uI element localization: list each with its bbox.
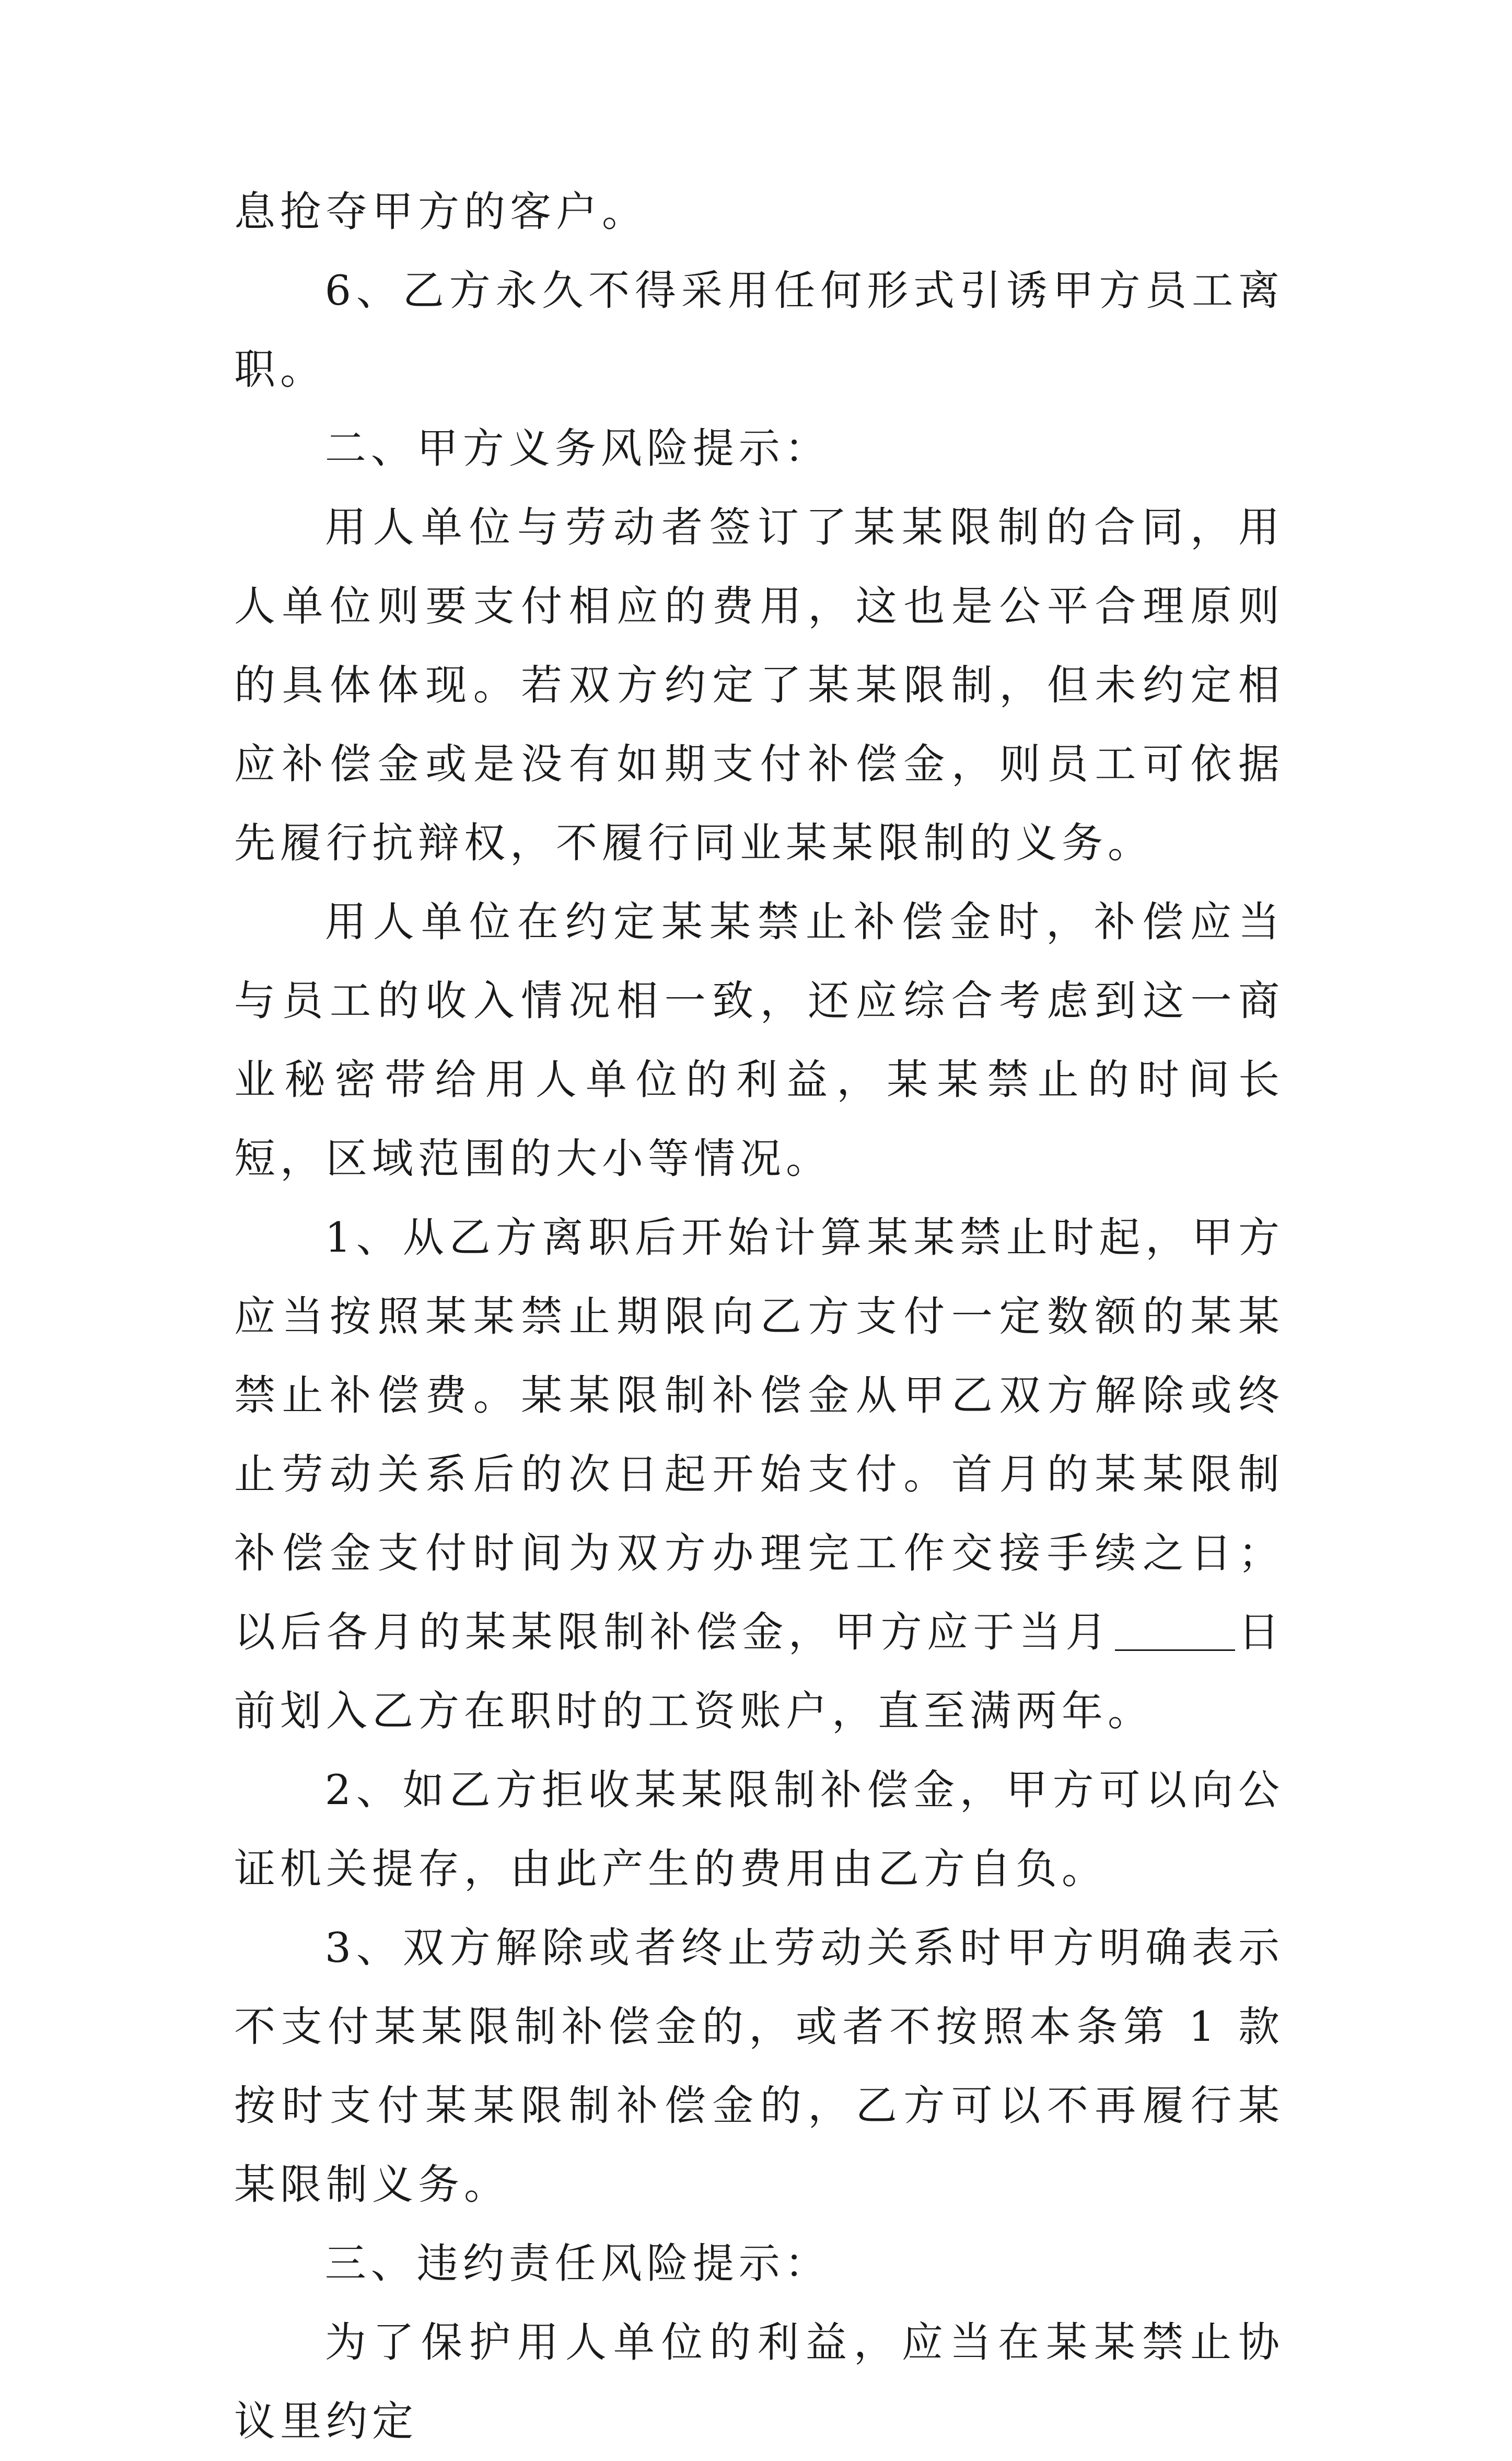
paragraph-compensation: 用人单位在约定某某禁止补偿金时，补偿应当与员工的收入情况相一致，还应综合考虑到这一商业秘密带给用人单位的利益，某某禁止的时间长短，区域范围的大小等情况。	[234, 898, 1284, 1183]
paragraph-contract-fee: 用人单位与劳动者签订了某某限制的合同，用人单位则要支付相应的费用，这也是公平合理原则的具体体现。若双方约定了某某限制，但未约定相应补偿金或是没有如期支付补偿金，则员工可依据先履行抗辩权，不履行同业某某限制的义务。	[234, 503, 1284, 867]
list-item-3: 3、双方解除或者终止劳动关系时甲方明确表示不支付某某限制补偿金的，或者不按照本条第 1 款按时支付某某限制补偿金的，乙方可以不再履行某某限制义务。	[234, 1924, 1284, 2209]
list-item-1	[234, 1198, 1284, 1751]
section-heading-2: 二、甲方义务风险提示：	[324, 424, 831, 472]
list-item-2: 2、如乙方拒收某某限制补偿金，甲方可以向公证机关提存，由此产生的费用由乙方自负。	[234, 1766, 1284, 1893]
list-item-6: 6、乙方永久不得采用任何形式引诱甲方员工离职。	[234, 267, 1284, 394]
paragraph-liability: 为了保护用人单位的利益，应当在某某禁止协议里约定	[234, 2318, 1284, 2445]
list-item-1-text-before: 1、从乙方离职后开始计算某某禁止时起，甲方应当按照某某禁止期限向乙方支付一定数额的某某禁止补偿费。某某限制补偿金从甲乙双方解除或终止劳动关系后的次日起开始支付。首月的某某限制补偿金支付时间为双方办理完工作交接手续之日；以后各月的某某限制补偿金，甲方应于当月	[234, 1214, 1284, 1656]
paragraph-continuation: 息抢夺甲方的客户。	[234, 188, 648, 236]
list-item-1-text-after: 日前划入乙方在职时的工资账户，直至满两年。	[234, 1608, 1285, 1735]
document-body	[234, 172, 1284, 2461]
fill-in-blank	[1115, 1608, 1235, 1651]
section-heading-3: 三、违约责任风险提示：	[324, 2239, 831, 2287]
